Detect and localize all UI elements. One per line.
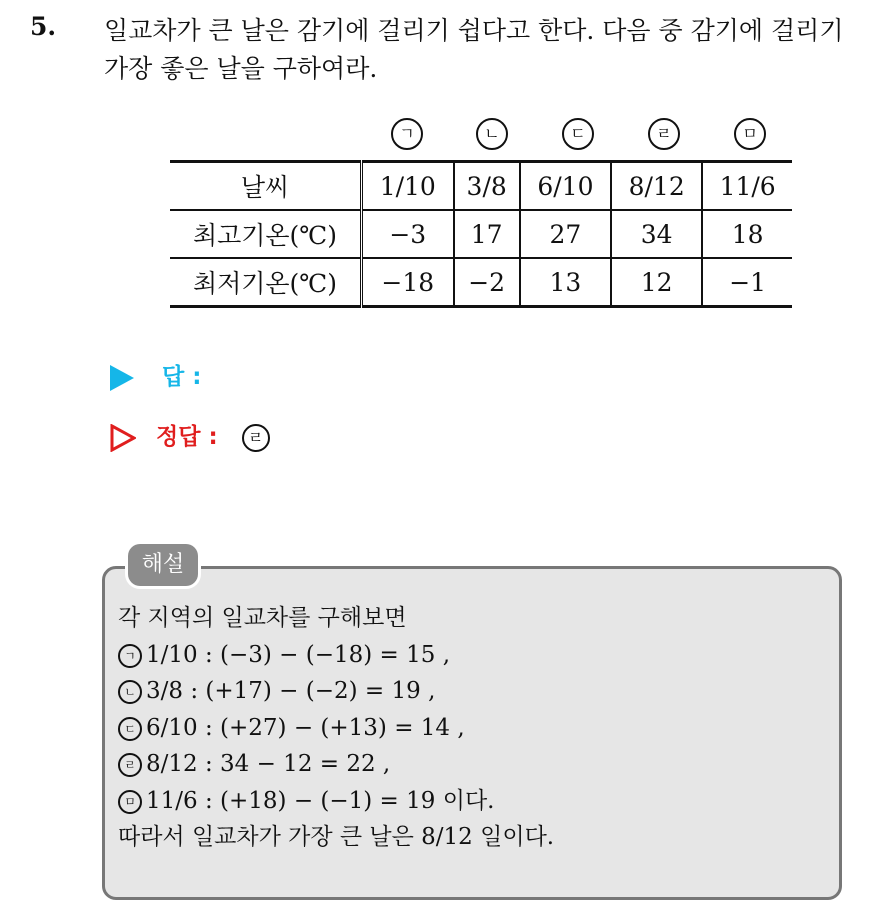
- explanation-item-text: 1/10 : (−3) − (−18) = 15 ,: [146, 641, 451, 668]
- explanation-item-text: 8/12 : 34 − 12 = 22 ,: [146, 751, 391, 777]
- table-cell: 12: [611, 258, 702, 307]
- weather-table: [170, 160, 792, 308]
- option-marker-2: ㄴ: [476, 118, 508, 150]
- explanation-item-text: 11/6 : (+18) − (−1) = 19 이다.: [146, 787, 495, 814]
- explanation-conclusion: 따라서 일교차가 가장 큰 날은 8/12 일이다.: [118, 824, 555, 850]
- table-header-label: 날씨: [170, 162, 362, 211]
- option-marker-4: ㄹ: [648, 118, 680, 150]
- explanation-item: [118, 637, 554, 674]
- explanation-content: [118, 600, 554, 856]
- table-cell: 27: [520, 210, 611, 258]
- circle-mark: ㄹ: [118, 753, 142, 777]
- table-cell: 17: [454, 210, 520, 258]
- correct-answer-line: [110, 418, 270, 452]
- option-marker-1: ㄱ: [391, 118, 423, 150]
- outline-triangle-icon: [110, 424, 136, 452]
- table-date: 6/10: [520, 162, 611, 211]
- table-row-label: 최고기온(℃): [170, 210, 362, 258]
- explanation-item: [118, 710, 554, 747]
- play-triangle-icon: [110, 365, 134, 391]
- table-cell: −2: [454, 258, 520, 307]
- explanation-item-text: 3/8 : (+17) − (−2) = 19 ,: [146, 678, 436, 704]
- explanation-item: [118, 673, 554, 710]
- option-marker-5: ㅁ: [734, 118, 766, 150]
- question-number: 5.: [30, 12, 57, 41]
- table-cell: 18: [702, 210, 792, 258]
- option-marker-3: ㄷ: [562, 118, 594, 150]
- circle-mark: ㄱ: [118, 644, 142, 668]
- table-date: 3/8: [454, 162, 520, 211]
- table-cell: −18: [362, 258, 454, 307]
- circle-mark: ㄷ: [118, 717, 142, 741]
- table-date: 11/6: [702, 162, 792, 211]
- answer-label: 답 :: [162, 364, 202, 390]
- table-row: [170, 162, 792, 211]
- table-cell: 13: [520, 258, 611, 307]
- table-cell: 34: [611, 210, 702, 258]
- table-row-label: 최저기온(℃): [170, 258, 362, 307]
- answer-line: [110, 358, 201, 391]
- table-cell: −3: [362, 210, 454, 258]
- circle-mark: ㄴ: [118, 680, 142, 704]
- option-markers: [0, 118, 884, 158]
- table-date: 8/12: [611, 162, 702, 211]
- explanation-item: [118, 783, 554, 820]
- table-date: 1/10: [362, 162, 454, 211]
- table-row: [170, 210, 792, 258]
- correct-answer-label: 정답 :: [156, 424, 218, 450]
- explanation-tab: 해설: [128, 544, 198, 586]
- explanation-intro: 각 지역의 일교차를 구해보면: [118, 605, 407, 631]
- table-cell: −1: [702, 258, 792, 307]
- question-text: 일교차가 큰 날은 감기에 걸리기 쉽다고 한다. 다음 중 감기에 걸리기 가장 좋은 날을 구하여라.: [104, 16, 844, 83]
- correct-answer-value: ㄹ: [242, 424, 270, 452]
- circle-mark: ㅁ: [118, 790, 142, 814]
- explanation-item: [118, 746, 554, 783]
- explanation-item-text: 6/10 : (+27) − (+13) = 14 ,: [146, 714, 465, 741]
- table-row: [170, 258, 792, 307]
